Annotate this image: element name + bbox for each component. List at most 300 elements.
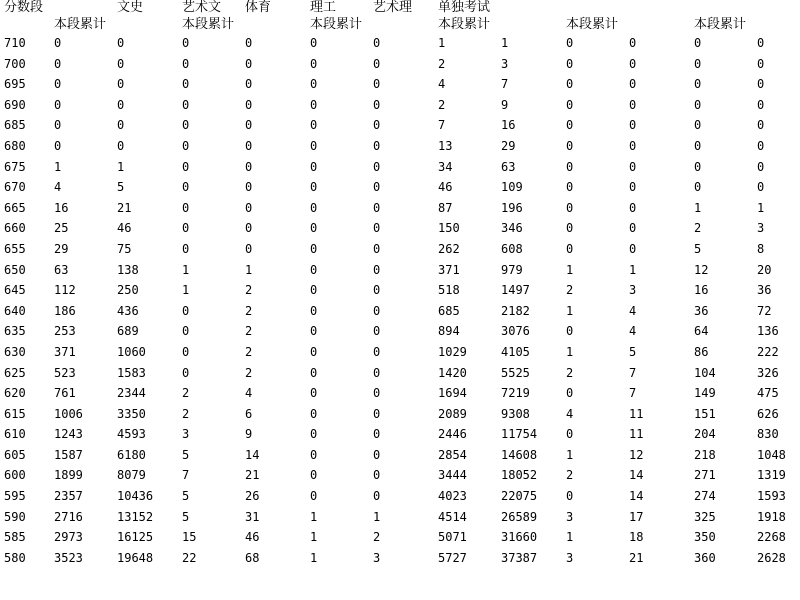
- header-sub-cell: [241, 16, 306, 33]
- count-cell: 0: [757, 56, 765, 71]
- count-cell: 0: [566, 386, 574, 401]
- count-cell: 8079: [117, 468, 146, 483]
- count-cell: 1006: [54, 406, 83, 421]
- count-cell: 2: [245, 365, 253, 380]
- count-cell: 0: [694, 77, 702, 92]
- count-cell: 0: [694, 118, 702, 133]
- count-cell: 5: [182, 489, 190, 504]
- count-cell: 0: [373, 406, 381, 421]
- table-row: [0, 74, 800, 95]
- score-cell: 660: [4, 221, 26, 236]
- count-cell: 0: [757, 138, 765, 153]
- count-cell: 0: [566, 180, 574, 195]
- count-cell: 3: [566, 509, 574, 524]
- count-cell: 0: [245, 77, 253, 92]
- count-cell: 1: [117, 159, 125, 174]
- count-cell: 350: [694, 530, 716, 545]
- count-cell: 475: [757, 386, 779, 401]
- header-row-sub: [0, 16, 800, 33]
- count-cell: 1: [438, 36, 446, 50]
- count-cell: 0: [310, 97, 318, 112]
- count-cell: 0: [694, 138, 702, 153]
- count-cell: 0: [566, 36, 574, 50]
- count-cell: 0: [182, 180, 190, 195]
- count-cell: 4023: [438, 489, 467, 504]
- count-cell: 4: [54, 180, 62, 195]
- count-cell: 0: [694, 97, 702, 112]
- count-cell: 19648: [117, 550, 154, 565]
- count-cell: 0: [566, 118, 574, 133]
- count-cell: 31: [245, 509, 260, 524]
- count-cell: 12: [629, 447, 644, 462]
- count-cell: 0: [629, 36, 637, 50]
- score-cell: 590: [4, 509, 26, 524]
- count-cell: 31660: [501, 530, 538, 545]
- count-cell: 0: [310, 324, 318, 339]
- count-cell: 1587: [54, 447, 83, 462]
- count-cell: 0: [566, 200, 574, 215]
- count-cell: 0: [54, 138, 62, 153]
- count-cell: 0: [373, 283, 381, 298]
- count-cell: 979: [501, 262, 523, 277]
- count-cell: 0: [694, 159, 702, 174]
- table-row: [0, 486, 800, 507]
- count-cell: 4: [629, 303, 637, 318]
- score-cell: 675: [4, 159, 26, 174]
- count-cell: 250: [117, 283, 139, 298]
- count-cell: 21: [245, 468, 260, 483]
- score-cell: 655: [4, 241, 26, 256]
- header-main-cell: [753, 0, 800, 16]
- count-cell: 7: [629, 365, 637, 380]
- count-cell: 2: [182, 386, 190, 401]
- header-main-cell: 文史: [117, 0, 144, 15]
- count-cell: 0: [566, 159, 574, 174]
- count-cell: 0: [245, 200, 253, 215]
- count-cell: 0: [373, 365, 381, 380]
- header-main-cell: 单独考试: [438, 0, 491, 15]
- count-cell: 4: [566, 406, 574, 421]
- count-cell: 0: [182, 200, 190, 215]
- score-cell: 640: [4, 303, 26, 318]
- table-row: [0, 280, 800, 301]
- count-cell: 0: [310, 36, 318, 50]
- count-cell: 13: [438, 138, 453, 153]
- header-main-cell: 理工: [310, 0, 337, 15]
- count-cell: 2: [245, 283, 253, 298]
- count-cell: 360: [694, 550, 716, 565]
- count-cell: 1497: [501, 283, 530, 298]
- count-cell: 0: [629, 180, 637, 195]
- count-cell: 1: [501, 36, 509, 50]
- count-cell: 0: [117, 56, 125, 71]
- count-cell: 0: [310, 344, 318, 359]
- count-cell: 0: [373, 447, 381, 462]
- count-cell: 222: [757, 344, 779, 359]
- header-sub-cell: 本段累计: [566, 17, 619, 32]
- count-cell: 7: [629, 386, 637, 401]
- table-row: [0, 177, 800, 198]
- header-sub-cell: [625, 16, 690, 33]
- count-cell: 4: [245, 386, 253, 401]
- count-cell: 3523: [54, 550, 83, 565]
- count-cell: 0: [629, 159, 637, 174]
- count-cell: 3444: [438, 468, 467, 483]
- count-cell: 1: [757, 200, 765, 215]
- count-cell: 0: [629, 138, 637, 153]
- count-cell: 0: [373, 56, 381, 71]
- table-row: [0, 260, 800, 281]
- count-cell: 186: [54, 303, 76, 318]
- header-main-cell: [497, 0, 562, 16]
- table-row: [0, 239, 800, 260]
- count-cell: 1: [566, 344, 574, 359]
- count-cell: 1694: [438, 386, 467, 401]
- count-cell: 0: [117, 97, 125, 112]
- count-cell: 0: [54, 56, 62, 71]
- count-cell: 371: [54, 344, 76, 359]
- count-cell: 25: [54, 221, 69, 236]
- score-cell: 700: [4, 56, 26, 71]
- score-cell: 710: [4, 36, 26, 50]
- count-cell: 2344: [117, 386, 146, 401]
- table-row: [0, 198, 800, 219]
- count-cell: 196: [501, 200, 523, 215]
- header-main-cell: [50, 0, 113, 16]
- count-cell: 0: [182, 118, 190, 133]
- header-main-cell: [690, 0, 753, 16]
- count-cell: 0: [245, 221, 253, 236]
- count-cell: 29: [54, 241, 69, 256]
- count-cell: 149: [694, 386, 716, 401]
- count-cell: 0: [694, 180, 702, 195]
- count-cell: 11: [629, 427, 644, 442]
- count-cell: 0: [566, 221, 574, 236]
- count-cell: 626: [757, 406, 779, 421]
- count-cell: 16: [54, 200, 69, 215]
- count-cell: 1: [310, 509, 318, 524]
- count-cell: 0: [245, 180, 253, 195]
- count-cell: 1593: [757, 489, 786, 504]
- count-cell: 0: [310, 77, 318, 92]
- table-row: [0, 136, 800, 157]
- table-row: [0, 383, 800, 404]
- score-cell: 630: [4, 344, 26, 359]
- count-cell: 0: [373, 118, 381, 133]
- count-cell: 0: [566, 138, 574, 153]
- count-cell: 3: [629, 283, 637, 298]
- table-row: [0, 445, 800, 466]
- count-cell: 0: [566, 489, 574, 504]
- header-sub-cell: 本段累计: [182, 17, 235, 32]
- count-cell: 830: [757, 427, 779, 442]
- count-cell: 0: [310, 365, 318, 380]
- count-cell: 2716: [54, 509, 83, 524]
- count-cell: 1899: [54, 468, 83, 483]
- count-cell: 4514: [438, 509, 467, 524]
- count-cell: 17: [629, 509, 644, 524]
- count-cell: 0: [310, 427, 318, 442]
- count-cell: 0: [310, 468, 318, 483]
- count-cell: 0: [182, 77, 190, 92]
- count-cell: 0: [245, 56, 253, 71]
- header-main-cell: 分数段: [4, 0, 44, 15]
- count-cell: 2: [566, 283, 574, 298]
- count-cell: 64: [694, 324, 709, 339]
- count-cell: 0: [182, 303, 190, 318]
- count-cell: 0: [182, 241, 190, 256]
- count-cell: 0: [629, 200, 637, 215]
- count-cell: 2: [245, 344, 253, 359]
- count-cell: 14: [245, 447, 260, 462]
- count-cell: 0: [54, 36, 62, 50]
- score-cell: 610: [4, 427, 26, 442]
- score-cell: 585: [4, 530, 26, 545]
- count-cell: 21: [629, 550, 644, 565]
- count-cell: 1: [373, 509, 381, 524]
- count-cell: 1: [182, 283, 190, 298]
- count-cell: 2: [694, 221, 702, 236]
- count-cell: 0: [310, 180, 318, 195]
- count-cell: 0: [566, 97, 574, 112]
- count-cell: 0: [694, 36, 702, 50]
- header-sub-cell: [113, 16, 178, 33]
- count-cell: 0: [54, 97, 62, 112]
- count-cell: 0: [373, 200, 381, 215]
- count-cell: 1243: [54, 427, 83, 442]
- count-cell: 11754: [501, 427, 538, 442]
- count-cell: 0: [310, 489, 318, 504]
- count-cell: 0: [117, 77, 125, 92]
- count-cell: 0: [310, 138, 318, 153]
- count-cell: 0: [373, 386, 381, 401]
- count-cell: 9308: [501, 406, 530, 421]
- count-cell: 325: [694, 509, 716, 524]
- count-cell: 0: [182, 324, 190, 339]
- count-cell: 20: [757, 262, 772, 277]
- count-cell: 4: [629, 324, 637, 339]
- header-sub-cell: 本段累计: [438, 17, 491, 32]
- count-cell: 0: [629, 56, 637, 71]
- count-cell: 0: [182, 344, 190, 359]
- table-row: [0, 95, 800, 116]
- count-cell: 0: [182, 221, 190, 236]
- table-row: [0, 465, 800, 486]
- count-cell: 0: [629, 77, 637, 92]
- count-cell: 3076: [501, 324, 530, 339]
- table-body: [0, 33, 800, 568]
- count-cell: 371: [438, 262, 460, 277]
- count-cell: 1048: [757, 447, 786, 462]
- count-cell: 0: [310, 159, 318, 174]
- table-row: [0, 404, 800, 425]
- count-cell: 16: [501, 118, 516, 133]
- count-cell: 46: [245, 530, 260, 545]
- count-cell: 0: [757, 159, 765, 174]
- count-cell: 9: [245, 427, 253, 442]
- count-cell: 0: [566, 56, 574, 71]
- count-cell: 0: [54, 77, 62, 92]
- count-cell: 0: [373, 241, 381, 256]
- count-cell: 0: [310, 221, 318, 236]
- count-cell: 2: [245, 324, 253, 339]
- table-row: [0, 157, 800, 178]
- count-cell: 5: [117, 180, 125, 195]
- count-cell: 1: [566, 530, 574, 545]
- table-row: [0, 507, 800, 528]
- count-cell: 0: [245, 241, 253, 256]
- count-cell: 22075: [501, 489, 538, 504]
- table-row: [0, 218, 800, 239]
- count-cell: 3350: [117, 406, 146, 421]
- score-cell: 695: [4, 77, 26, 92]
- count-cell: 689: [117, 324, 139, 339]
- count-cell: 0: [245, 36, 253, 50]
- count-cell: 0: [310, 262, 318, 277]
- count-cell: 2089: [438, 406, 467, 421]
- score-cell: 635: [4, 324, 26, 339]
- count-cell: 2854: [438, 447, 467, 462]
- count-cell: 0: [373, 344, 381, 359]
- header-sub-cell: [0, 16, 50, 33]
- count-cell: 1: [566, 262, 574, 277]
- count-cell: 2: [438, 97, 446, 112]
- count-cell: 0: [566, 241, 574, 256]
- count-cell: 2357: [54, 489, 83, 504]
- count-cell: 5525: [501, 365, 530, 380]
- count-cell: 22: [182, 550, 197, 565]
- count-cell: 112: [54, 283, 76, 298]
- count-cell: 46: [438, 180, 453, 195]
- count-cell: 0: [757, 77, 765, 92]
- count-cell: 2: [566, 468, 574, 483]
- count-cell: 21: [117, 200, 132, 215]
- score-cell: 690: [4, 97, 26, 112]
- count-cell: 0: [310, 200, 318, 215]
- score-cell: 620: [4, 386, 26, 401]
- count-cell: 87: [438, 200, 453, 215]
- count-cell: 72: [757, 303, 772, 318]
- count-cell: 761: [54, 386, 76, 401]
- count-cell: 3: [757, 221, 765, 236]
- count-cell: 0: [373, 303, 381, 318]
- count-cell: 1029: [438, 344, 467, 359]
- header-sub-cell: [497, 16, 562, 33]
- count-cell: 0: [757, 118, 765, 133]
- count-cell: 0: [373, 262, 381, 277]
- count-cell: 0: [373, 221, 381, 236]
- score-cell: 680: [4, 138, 26, 153]
- count-cell: 0: [117, 118, 125, 133]
- table-row: [0, 301, 800, 322]
- count-cell: 253: [54, 324, 76, 339]
- count-cell: 0: [182, 365, 190, 380]
- count-cell: 0: [245, 159, 253, 174]
- count-cell: 0: [54, 118, 62, 133]
- count-cell: 0: [629, 221, 637, 236]
- header-main-cell: 艺术理: [373, 0, 413, 15]
- count-cell: 0: [694, 56, 702, 71]
- header-main-cell: 体育: [245, 0, 272, 15]
- count-cell: 1: [182, 262, 190, 277]
- count-cell: 0: [245, 97, 253, 112]
- count-cell: 0: [117, 36, 125, 50]
- count-cell: 16125: [117, 530, 154, 545]
- count-cell: 1583: [117, 365, 146, 380]
- count-cell: 46: [117, 221, 132, 236]
- count-cell: 18: [629, 530, 644, 545]
- count-cell: 11: [629, 406, 644, 421]
- count-cell: 0: [310, 241, 318, 256]
- count-cell: 7: [438, 118, 446, 133]
- table-row: [0, 424, 800, 445]
- count-cell: 0: [182, 97, 190, 112]
- count-cell: 3: [501, 56, 509, 71]
- count-cell: 685: [438, 303, 460, 318]
- count-cell: 9: [501, 97, 509, 112]
- count-cell: 151: [694, 406, 716, 421]
- count-cell: 0: [117, 138, 125, 153]
- table-row: [0, 527, 800, 548]
- count-cell: 7: [182, 468, 190, 483]
- count-cell: 4105: [501, 344, 530, 359]
- count-cell: 2182: [501, 303, 530, 318]
- count-cell: 5727: [438, 550, 467, 565]
- header-row-main: [0, 0, 800, 16]
- count-cell: 109: [501, 180, 523, 195]
- score-cell: 650: [4, 262, 26, 277]
- count-cell: 0: [310, 406, 318, 421]
- count-cell: 26: [245, 489, 260, 504]
- table-row: [0, 363, 800, 384]
- count-cell: 4: [438, 77, 446, 92]
- count-cell: 0: [566, 427, 574, 442]
- count-cell: 7219: [501, 386, 530, 401]
- count-cell: 2973: [54, 530, 83, 545]
- score-cell: 605: [4, 447, 26, 462]
- count-cell: 63: [54, 262, 69, 277]
- count-cell: 0: [373, 180, 381, 195]
- count-cell: 3: [373, 550, 381, 565]
- count-cell: 37387: [501, 550, 538, 565]
- count-cell: 4593: [117, 427, 146, 442]
- count-cell: 2: [245, 303, 253, 318]
- count-cell: 0: [373, 324, 381, 339]
- score-cell: 665: [4, 200, 26, 215]
- header-sub-cell: [753, 16, 800, 33]
- count-cell: 0: [629, 241, 637, 256]
- count-cell: 0: [182, 56, 190, 71]
- count-cell: 63: [501, 159, 516, 174]
- count-cell: 5: [694, 241, 702, 256]
- count-cell: 436: [117, 303, 139, 318]
- count-cell: 1319: [757, 468, 786, 483]
- count-cell: 1: [310, 530, 318, 545]
- count-cell: 0: [566, 324, 574, 339]
- count-cell: 0: [310, 283, 318, 298]
- count-cell: 0: [629, 118, 637, 133]
- table-row: [0, 33, 800, 54]
- count-cell: 0: [310, 386, 318, 401]
- count-cell: 0: [373, 489, 381, 504]
- count-cell: 1: [694, 200, 702, 215]
- score-cell: 625: [4, 365, 26, 380]
- count-cell: 7: [501, 77, 509, 92]
- count-cell: 0: [373, 77, 381, 92]
- count-cell: 16: [694, 283, 709, 298]
- table-row: [0, 548, 800, 569]
- table-row: [0, 321, 800, 342]
